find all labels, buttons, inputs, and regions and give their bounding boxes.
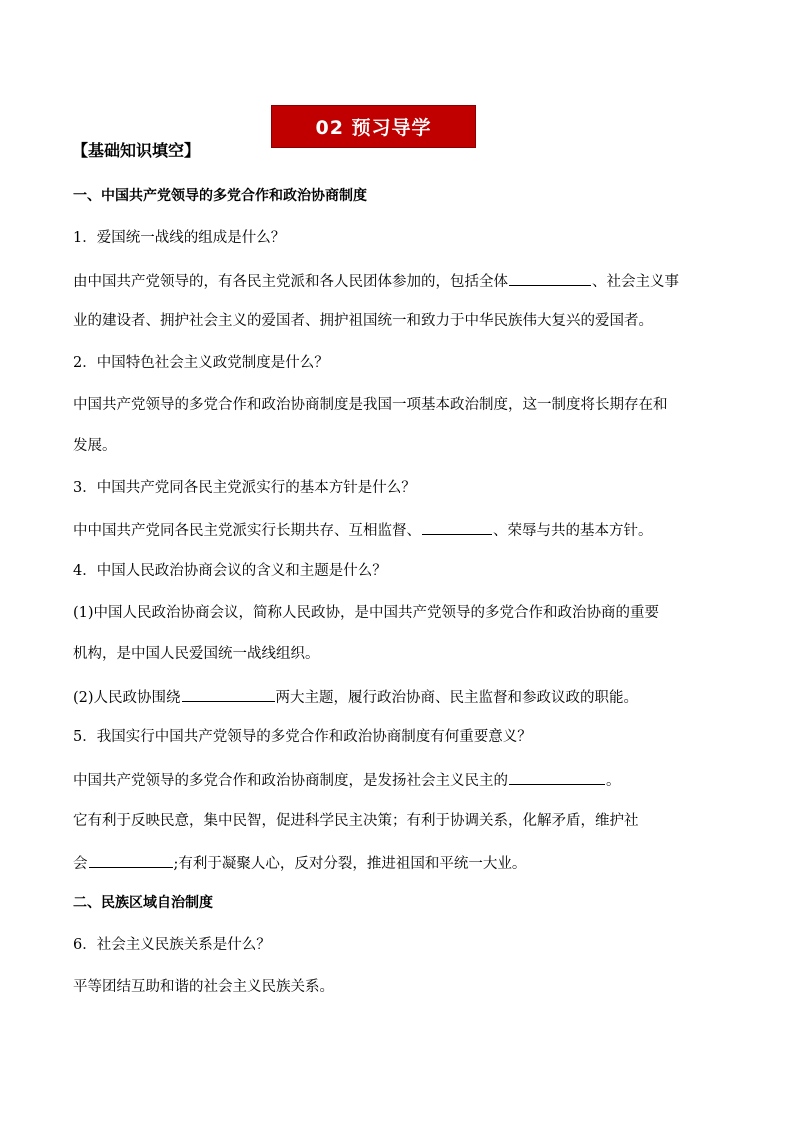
question-1: 1．爱国统一战线的组成是什么？ (73, 230, 286, 246)
fill-blank[interactable] (509, 270, 591, 286)
section-banner (271, 105, 476, 148)
answer-6-line-1: 平等团结互助和谐的社会主义民族关系。 (73, 979, 334, 995)
answer-text: 由中国共产党领导的，有各民主党派和各人民团体参加的，包括全体 (73, 274, 508, 290)
answer-text: 、社会主义事 (592, 274, 679, 290)
fill-blank[interactable] (509, 769, 605, 785)
answer-5-line-2: 它有利于反映民意，集中民智，促进科学民主决策；有利于协调关系，化解矛盾，维护社 (73, 813, 639, 829)
answer-4-line-2: 机构，是中国人民爱国统一战线组织。 (73, 646, 320, 662)
answer-1-line-1 (73, 270, 679, 292)
answer-text: 。 (606, 773, 621, 789)
answer-4-line-3 (73, 686, 638, 708)
question-5: 5．我国实行中国共产党领导的多党合作和政治协商制度有何重要意义？ (73, 729, 532, 745)
answer-3-line-1 (73, 519, 653, 541)
fill-blank[interactable] (89, 852, 173, 868)
answer-text: 会 (73, 856, 88, 872)
answer-2-line-1: 中国共产党领导的多党合作和政治协商制度是我国一项基本政治制度，这一制度将长期存在和 (73, 397, 668, 413)
answer-text: ;有利于凝聚人心，反对分裂，推进祖国和平统一大业。 (173, 856, 527, 872)
answer-text: 中国共产党领导的多党合作和政治协商制度，是发扬社会主义民主的 (73, 773, 508, 789)
answer-text: 中中国共产党同各民主党派实行长期共存、互相监督、 (73, 523, 421, 539)
answer-5-line-1 (73, 769, 621, 791)
question-4: 4．中国人民政治协商会议的含义和主题是什么？ (73, 563, 387, 579)
section-1-title: 一、中国共产党领导的多党合作和政治协商制度 (73, 188, 367, 204)
answer-text: 两大主题，履行政治协商、民主监督和参政议政的职能。 (275, 690, 639, 706)
answer-2-line-2: 发展。 (73, 438, 117, 454)
answer-text: (2)人民政协围绕 (73, 690, 181, 706)
basic-knowledge-tag: 【基础知识填空】 (72, 141, 201, 160)
answer-4-line-1: (1)中国人民政治协商会议，简称人民政协，是中国共产党领导的多党合作和政治协商的重要 (73, 605, 660, 621)
question-2: 2．中国特色社会主义政党制度是什么？ (73, 355, 329, 371)
answer-5-line-3 (73, 852, 526, 874)
fill-blank[interactable] (422, 519, 492, 535)
section-2-title: 二、民族区域自治制度 (73, 895, 213, 911)
answer-1-line-2: 业的建设者、拥护社会主义的爱国者、拥护祖国统一和致力于中华民族伟大复兴的爱国者。 (73, 313, 653, 329)
question-6: 6．社会主义民族关系是什么？ (73, 937, 271, 953)
answer-text: 、荣辱与共的基本方针。 (493, 523, 653, 539)
fill-blank[interactable] (182, 686, 275, 702)
banner-title: 02 预习导学 (315, 117, 432, 139)
question-3: 3．中国共产党同各民主党派实行的基本方针是什么？ (73, 480, 416, 496)
